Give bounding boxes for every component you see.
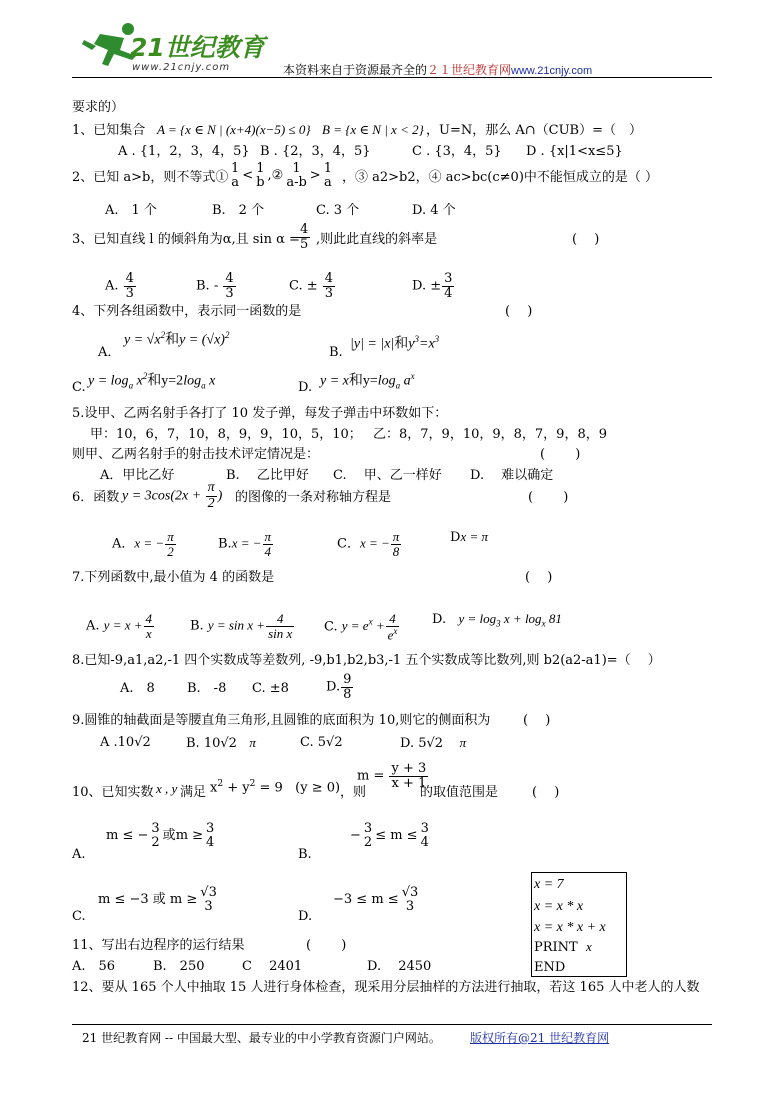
q2-option-b[interactable]: B. 2 个 xyxy=(212,203,265,218)
q4-stem: 4、下列各组函数中，表示同一函数的是 xyxy=(72,304,302,319)
q6-stem: 6．函数 xyxy=(72,490,120,505)
program-line-3: x = x * x + x xyxy=(534,920,606,935)
q11-option-c[interactable]: C 2401 xyxy=(242,959,303,974)
q9-option-a[interactable]: A .10√2 xyxy=(100,735,151,750)
q9-option-d[interactable]: D. 5√2 π xyxy=(400,735,467,751)
header-url-link[interactable]: www.21cnjy.com xyxy=(511,65,593,77)
q10-variables: x , y xyxy=(156,781,178,796)
q6-option-d[interactable]: Dx = π xyxy=(450,529,488,545)
q10-option-d-label[interactable]: D. xyxy=(298,909,313,924)
q3-stem-tail: ,则此此直线的斜率是 xyxy=(316,232,438,247)
q5-option-b[interactable]: B. 乙比甲好 xyxy=(226,468,309,483)
logo-main-text: 21世纪教育 xyxy=(130,33,265,62)
program-line-2: x = x * x xyxy=(534,899,584,914)
q8-stem: 8.已知-9,a1,a2,-1 四个实数成等差数列, -9,b1,b2,b3,-1 五个实数成等比数列,则 b2(a2-a1)=（ ） xyxy=(72,653,661,668)
program-line-print: PRINT x xyxy=(534,939,592,955)
q1-stem-tail: ，U=N，那么 A∩（CUB）=（ ） xyxy=(426,123,642,138)
q10-option-c-formula: m ≤ −3 或 m ≥ √3 3 xyxy=(98,885,217,914)
q11-option-b[interactable]: B. 250 xyxy=(153,959,205,974)
logo-url-text: www.21cnjy.com xyxy=(132,62,231,73)
q5-data-jia: 甲：10，6，7，10，8，9，9，10，5，10； xyxy=(90,427,362,442)
q6-option-b[interactable]: B.x = − $\frac{\pi}{4}$ xyxy=(218,529,272,559)
program-line-end: END xyxy=(534,960,566,975)
q5-data-yi: 乙：8，7，9，10，9，8，7，9，8，9 xyxy=(373,427,607,442)
q6-option-c[interactable]: C．x = − $\frac{\pi}{8}$ xyxy=(337,529,400,559)
q1-option-c[interactable]: C . {3，4，5} xyxy=(412,144,502,159)
q8-option-b[interactable]: B. -8 xyxy=(187,681,227,696)
q4-option-a-label[interactable]: A． xyxy=(98,345,121,360)
q2-stem-tail: ，③ a2>b2，④ ac>bc(c≠0)中不能恒成立的是（ ） xyxy=(342,170,659,185)
q3-option-d[interactable]: D. ± $\frac{3}{4}$ xyxy=(412,271,453,301)
q7-option-d[interactable]: D. $y = \log_3 x + \log_x 81$ xyxy=(432,611,562,629)
q4-answer-paren: ( ) xyxy=(505,304,533,319)
q10-stem-tail: 的取值范围是 xyxy=(420,785,499,800)
q10-stem-mid: 满足 xyxy=(180,785,207,800)
q4-option-c-formula: $y = \log_a x^2$和$y=2\log_a$ x xyxy=(88,371,216,391)
q4-option-c-label[interactable]: C. xyxy=(72,380,86,395)
q7-stem: 7.下列函数中,最小值为 4 的函数是 xyxy=(72,570,275,585)
q4-option-b-formula: |y| = |x|和$y^3=x^3$ xyxy=(350,334,440,352)
q7-option-b[interactable]: B. y = sin x + $\frac{4}{\text{sin x}}$ xyxy=(190,611,293,641)
q3-option-c[interactable]: C. ± $\frac{4}{3}$ xyxy=(289,271,334,301)
q10-option-a-formula: m ≤ − 3 2 或m ≥ 3 4 xyxy=(106,821,215,850)
q11-option-a[interactable]: A. 56 xyxy=(72,959,116,974)
q3-option-b[interactable]: B. - $\frac{4}{3}$ xyxy=(196,271,234,301)
q5-question: 则甲、乙两名射手的射击技术评定情况是： xyxy=(72,447,320,462)
q10-option-b-label[interactable]: B. xyxy=(298,847,312,862)
q4-option-a-formula: $y = √x^2$和$y = (√x)^2$ xyxy=(124,330,230,348)
q2-option-c[interactable]: C. 3 个 xyxy=(316,203,360,218)
q3-fraction: $\frac{4}{5}$ xyxy=(300,222,309,252)
q1-set-b: B = {x ∈ N | x < 2} xyxy=(322,122,424,137)
q4-option-d-formula: y = x和$y=\log_a$ $a^x$ xyxy=(320,371,415,391)
q1-option-d[interactable]: D . {x|1<x≤5} xyxy=(526,144,623,159)
q5-option-c[interactable]: C. 甲、乙一样好 xyxy=(333,468,442,483)
footer-copyright-link[interactable]: 版权所有@21 世纪教育网 xyxy=(470,1031,610,1045)
q2-stem: 2、已知 a>b，则不等式① xyxy=(72,170,229,185)
q7-option-a[interactable]: A. y = x + $\frac{4}{x}$ xyxy=(86,611,153,641)
q7-answer-paren: ( ) xyxy=(525,570,553,585)
q8-option-a[interactable]: A. 8 xyxy=(120,681,155,696)
header-notice: 本资料来自于资源最齐全的２１世纪教育网www.21cnjy.com xyxy=(283,63,593,77)
q1-option-b[interactable]: B . {2，3，4，5} xyxy=(260,144,371,159)
q10-option-a-label[interactable]: A. xyxy=(72,847,86,862)
q5-option-d[interactable]: D. 难以确定 xyxy=(470,468,554,483)
q10-stem: 10、已知实数 xyxy=(72,785,154,800)
q8-option-d[interactable]: D. $\frac{9}{8}$ xyxy=(326,672,352,702)
q1-set-a: A = {x ∈ N | (x+4)(x−5) ≤ 0} xyxy=(157,122,311,137)
q10-option-b-formula: − 3 2 ≤ m ≤ 3 4 xyxy=(350,821,429,850)
q3-stem: 3、已知直线 l 的倾斜角为α,且 sin α = xyxy=(72,232,300,247)
q4-option-d-label[interactable]: D. xyxy=(298,380,313,395)
q3-answer-paren: ( ) xyxy=(572,232,600,247)
q9-answer-paren: ( ) xyxy=(523,713,551,728)
q10-stem-then: ，则 xyxy=(340,785,367,800)
q1-option-a[interactable]: A . {1，2，3，4，5} xyxy=(118,144,250,159)
q6-function: y = 3cos(2x + $\frac{\pi}{2}$ ) xyxy=(122,480,223,511)
q9-option-b[interactable]: B. 10√2 π xyxy=(186,735,256,751)
footer-divider xyxy=(72,1024,712,1025)
q12-stem: 12、要从 165 个人中抽取 15 人进行身体检查，现采用分层抽样的方法进行抽取，若这 165 人中老人的人数 xyxy=(72,980,700,995)
program-box xyxy=(531,872,627,977)
q5-answer-paren: ( ) xyxy=(540,447,581,462)
q3-option-a[interactable]: A. $\frac{4}{3}$ xyxy=(105,271,134,301)
q10-expression: m = $\frac{y + 3}{x + 1}$ xyxy=(357,761,427,791)
q7-option-c[interactable]: C. $y = e^x$ + $\frac{4}{e^x}$ xyxy=(324,611,398,642)
q2-inequality-1: 1 a < 1 b ,② 1 a-b > 1 a xyxy=(231,161,332,190)
q10-option-d-formula: −3 ≤ m ≤ √3 3 xyxy=(333,885,419,914)
q4-option-b-label[interactable]: B. xyxy=(329,345,343,360)
q8-option-c[interactable]: C. ±8 xyxy=(252,681,289,696)
q9-option-c[interactable]: C. 5√2 xyxy=(300,735,343,750)
program-line-1: x = 7 xyxy=(534,877,564,892)
q10-option-c-label[interactable]: C. xyxy=(72,909,86,924)
q11-option-d[interactable]: D. 2450 xyxy=(367,959,432,974)
q6-option-a[interactable]: A．x = − $\frac{\pi}{2}$ xyxy=(112,529,174,559)
q2-option-a[interactable]: A. 1 个 xyxy=(105,203,157,218)
q11-answer-paren: ( ) xyxy=(306,938,347,953)
q9-stem: 9.圆锥的轴截面是等腰直角三角形,且圆锥的底面积为 10,则它的侧面积为 xyxy=(72,713,491,728)
q5-option-a[interactable]: A．甲比乙好 xyxy=(100,468,175,483)
q5-stem: 5.设甲、乙两名射手各打了 10 发子弹，每发子弹击中环数如下： xyxy=(72,406,448,421)
q10-constraint: $x^2 + y^2 = 9$ (y ≥ 0) xyxy=(210,779,341,796)
intro-text: 要求的） xyxy=(72,100,125,115)
header-site-link[interactable]: ２１世纪教育网 xyxy=(427,63,512,77)
q6-answer-paren: ( ) xyxy=(528,490,569,505)
footer-text: 21 世纪教育网 -- 中国最大型、最专业的中小学教育资源门户网站。 xyxy=(82,1031,441,1045)
q1-stem: 1、已知集合 xyxy=(72,123,146,138)
q10-answer-paren: ( ) xyxy=(532,785,560,800)
header-divider xyxy=(72,77,712,78)
q2-option-d[interactable]: D. 4 个 xyxy=(412,203,456,218)
q11-stem: 11、写出右边程序的运行结果 xyxy=(72,938,245,953)
q6-stem-tail: 的图像的一条对称轴方程是 xyxy=(235,490,392,505)
